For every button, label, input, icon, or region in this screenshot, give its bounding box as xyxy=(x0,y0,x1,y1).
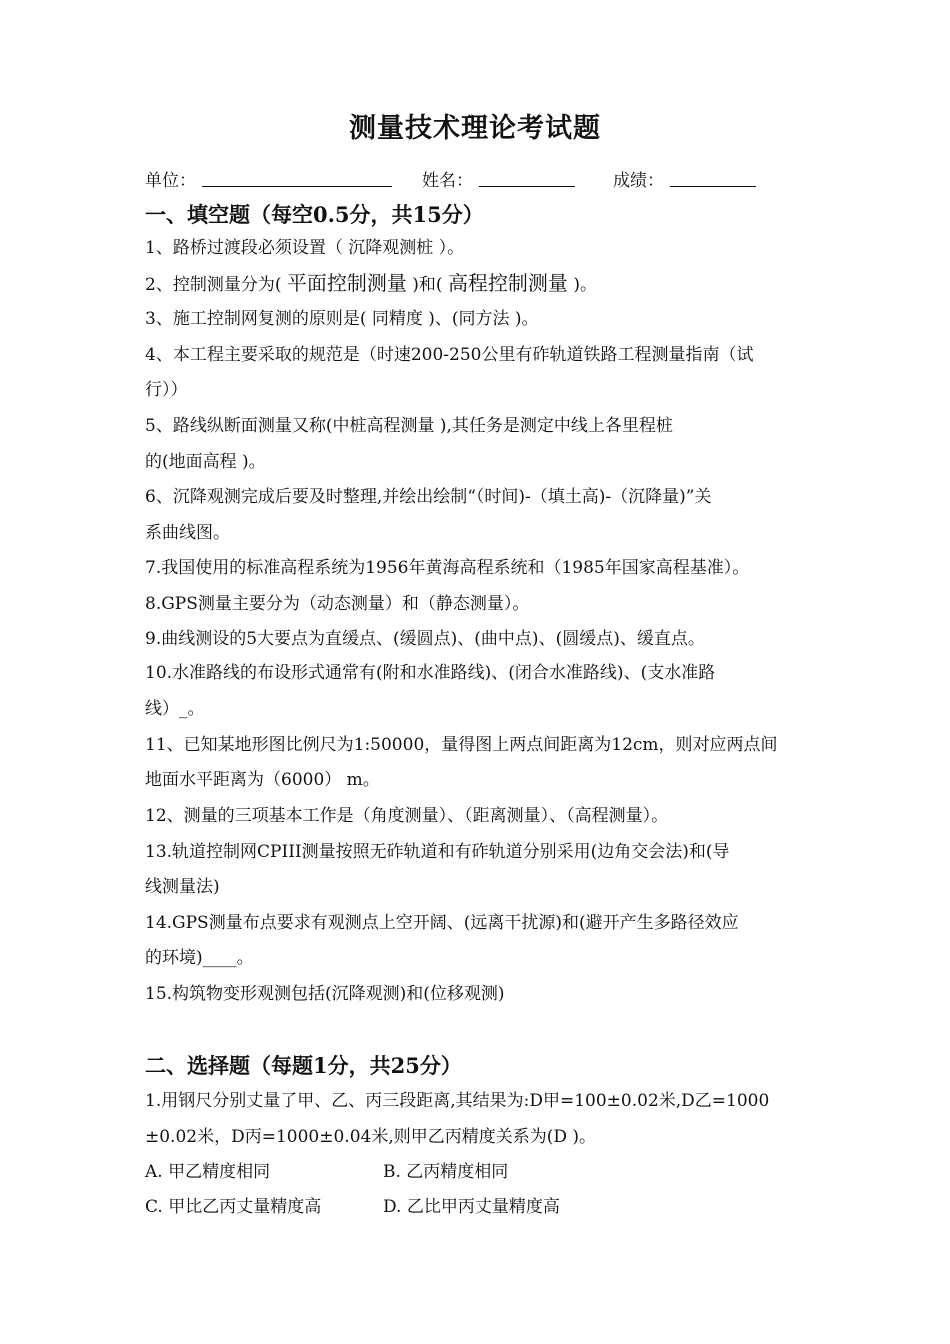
choice-option-b: B. 乙丙精度相同 xyxy=(383,1162,509,1182)
question-14-line-1: 14.GPS测量布点要求有观测点上空开阔、(远离干扰源)和(避开产生多路径效应 xyxy=(145,913,739,933)
header-info-row xyxy=(145,166,825,190)
question-13-line-1: 13.轨道控制网CPIII测量按照无砟轨道和有砟轨道分别采用(边角交会法)和(导 xyxy=(145,842,730,862)
question-2-part-a: 2、控制测量分为( xyxy=(145,275,287,295)
question-2-answer-1: 平面控制测量 xyxy=(286,271,407,295)
question-11-line-2: 地面水平距离为（6000） m。 xyxy=(145,770,380,790)
question-8: 8.GPS测量主要分为（动态测量）和（静态测量）。 xyxy=(145,594,530,614)
question-4-line-1: 4、本工程主要采取的规范是（时速200-250公里有砟轨道铁路工程测量指南（试 xyxy=(145,345,754,365)
question-7: 7.我国使用的标准高程系统为1956年黄海高程系统和（1985年国家高程基准）。 xyxy=(145,558,750,578)
question-2-part-c: )和( xyxy=(406,275,448,295)
score-blank xyxy=(670,186,756,187)
question-14-line-2: 的环境)____。 xyxy=(145,948,254,968)
unit-blank xyxy=(202,186,392,187)
question-4-line-2: 行）） xyxy=(145,380,188,400)
section-fill-blank-heading: 一、填空题（每空0.5分，共15分） xyxy=(145,202,484,227)
question-15: 15.构筑物变形观测包括(沉降观测)和(位移观测) xyxy=(145,984,505,1004)
question-13-line-2: 线测量法) xyxy=(145,877,220,897)
score-label: 成绩： xyxy=(613,171,664,191)
choice-option-c: C. 甲比乙丙丈量精度高 xyxy=(145,1197,322,1217)
question-1: 1、路桥过渡段必须设置（ 沉降观测桩 ）。 xyxy=(145,238,465,258)
question-2-part-e: )。 xyxy=(567,275,597,295)
question-5-line-2: 的(地面高程 )。 xyxy=(145,452,266,472)
question-11-line-1: 11、已知某地形图比例尺为1:50000，量得图上两点间距离为12cm，则对应两点间 xyxy=(145,735,778,755)
choice-option-a: A. 甲乙精度相同 xyxy=(145,1162,271,1182)
choice-question-1-line-2: ±0.02米，D丙=1000±0.04米,则甲乙丙精度关系为(D )。 xyxy=(145,1127,597,1147)
question-10-line-2: 线）_。 xyxy=(145,699,205,719)
section-choice-heading: 二、选择题（每题1分，共25分） xyxy=(145,1053,462,1078)
page-title: 测量技术理论考试题 xyxy=(349,113,601,144)
name-label: 姓名： xyxy=(422,171,473,191)
question-6-line-1: 6、沉降观测完成后要及时整理,并绘出绘制“（时间)-（填土高)-（沉降量)”关 xyxy=(145,487,712,507)
question-2 xyxy=(145,272,597,296)
choice-option-d: D. 乙比甲丙丈量精度高 xyxy=(383,1197,560,1217)
choice-question-1-line-1: 1.用钢尺分别丈量了甲、乙、丙三段距离,其结果为:D甲=100±0.02米,D乙=1000 xyxy=(145,1091,770,1111)
question-5-line-1: 5、路线纵断面测量又称(中桩高程测量 ),其任务是测定中线上各里程桩 xyxy=(145,416,673,436)
unit-label: 单位： xyxy=(145,171,196,191)
question-6-line-2: 系曲线图。 xyxy=(145,523,230,543)
question-12: 12、测量的三项基本工作是（角度测量）、（距离测量）、（高程测量）。 xyxy=(145,806,669,826)
name-blank xyxy=(479,186,575,187)
question-2-answer-2: 高程控制测量 xyxy=(447,271,568,295)
question-9: 9.曲线测设的5大要点为直缓点、(缓圆点)、(曲中点)、(圆缓点)、缓直点。 xyxy=(145,629,705,649)
question-3: 3、施工控制网复测的原则是( 同精度 )、(同方法 )。 xyxy=(145,309,539,329)
question-10-line-1: 10.水准路线的布设形式通常有(附和水准路线)、(闭合水准路线)、(支水准路 xyxy=(145,663,716,683)
